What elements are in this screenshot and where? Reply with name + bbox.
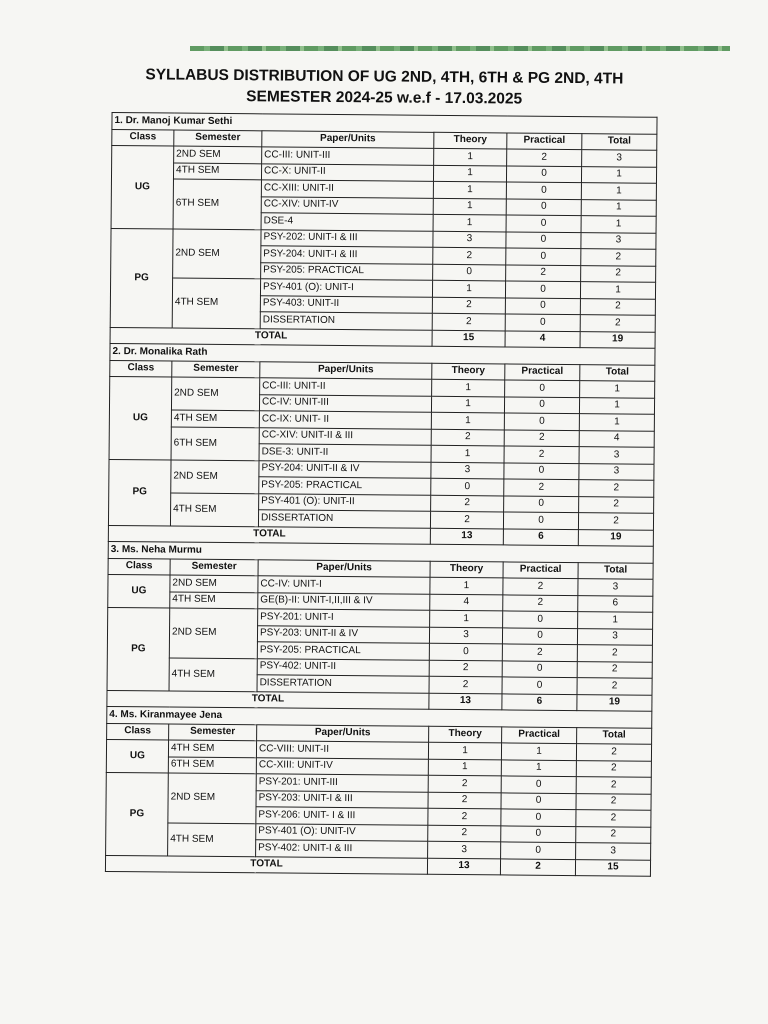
total-theory-value: 13	[430, 528, 503, 545]
practical-cell: 0	[501, 825, 576, 842]
semester-cell: 2ND SEM	[168, 773, 256, 823]
total-cell: 2	[581, 249, 656, 266]
theory-cell: 0	[433, 264, 506, 281]
theory-cell: 1	[433, 198, 506, 215]
semester-cell: 4TH SEM	[170, 493, 258, 527]
semester-cell: 2ND SEM	[169, 608, 257, 658]
theory-cell: 2	[428, 775, 501, 792]
column-header-practical: Practical	[503, 561, 578, 578]
paper-units-cell: PSY-203: UNIT-II & IV	[257, 625, 429, 643]
column-header-class: Class	[112, 129, 174, 146]
title-line-1: SYLLABUS DISTRIBUTION OF UG 2ND, 4TH, 6TH & PG 2ND, 4TH	[145, 66, 624, 88]
paper-units-cell: PSY-402: UNIT-I & III	[256, 840, 428, 858]
class-cell: PG	[108, 459, 171, 526]
total-cell: 2	[576, 810, 651, 827]
theory-cell: 1	[433, 214, 506, 231]
column-header-total: Total	[578, 562, 653, 579]
column-header-class: Class	[108, 558, 170, 575]
paper-units-cell: DISSERTATION	[260, 312, 432, 330]
total-theory-value: 15	[432, 330, 505, 347]
total-cell: 1	[581, 183, 656, 200]
column-header-class: Class	[107, 723, 169, 740]
practical-cell: 0	[504, 413, 579, 430]
semester-cell: 6TH SEM	[168, 757, 256, 774]
paper-units-cell: DISSERTATION	[257, 675, 429, 693]
practical-cell: 2	[504, 479, 579, 496]
total-label: TOTAL	[110, 327, 432, 346]
practical-cell: 0	[506, 215, 581, 232]
theory-cell: 2	[428, 825, 501, 842]
practical-cell: 0	[501, 776, 576, 793]
paper-units-cell: PSY-205: PRACTICAL	[257, 642, 429, 660]
class-cell: UG	[106, 739, 168, 773]
theory-cell: 3	[431, 462, 504, 479]
semester-cell: 6TH SEM	[173, 179, 261, 229]
total-label: TOTAL	[108, 525, 430, 544]
total-cell: 2	[581, 265, 656, 282]
theory-cell: 1	[432, 379, 505, 396]
practical-cell: 0	[506, 182, 581, 199]
total-theory-value: 13	[427, 858, 500, 875]
semester-cell: 2ND SEM	[171, 377, 259, 411]
total-cell: 1	[578, 612, 653, 629]
theory-cell: 1	[431, 412, 504, 429]
paper-units-cell: PSY-401 (O): UNIT-IV	[256, 823, 428, 841]
total-cell: 2	[579, 496, 654, 513]
practical-cell: 0	[501, 792, 576, 809]
practical-cell: 0	[504, 396, 579, 413]
paper-units-cell: PSY-202: UNIT-I & III	[261, 229, 433, 247]
document-title	[112, 64, 657, 111]
class-cell: PG	[107, 607, 170, 690]
practical-cell: 0	[506, 198, 581, 215]
theory-cell: 1	[430, 577, 503, 594]
column-header-semester: Semester	[170, 559, 258, 576]
practical-cell: 2	[506, 264, 581, 281]
paper-units-cell: PSY-204: UNIT-I & III	[261, 246, 433, 264]
paper-units-cell: GE(B)-II: UNIT-I,II,III & IV	[258, 592, 430, 610]
practical-cell: 0	[503, 512, 578, 529]
total-cell: 1	[581, 216, 656, 233]
practical-cell: 0	[502, 627, 577, 644]
total-cell: 3	[581, 232, 656, 249]
practical-cell: 2	[507, 149, 582, 166]
total-label: TOTAL	[105, 855, 427, 874]
theory-cell: 1	[428, 742, 501, 759]
paper-units-cell: CC-X: UNIT-II	[261, 163, 433, 181]
column-header-paper: Paper/Units	[258, 559, 430, 577]
total-practical-value: 4	[505, 330, 580, 347]
total-cell: 3	[577, 628, 652, 645]
semester-cell: 4TH SEM	[170, 592, 258, 609]
semester-cell: 2ND SEM	[171, 460, 259, 494]
paper-units-cell: PSY-206: UNIT- I & III	[256, 807, 428, 825]
practical-cell: 0	[505, 281, 580, 298]
practical-cell: 0	[502, 660, 577, 677]
theory-cell: 3	[433, 231, 506, 248]
column-header-semester: Semester	[169, 724, 257, 741]
total-cell: 1	[579, 414, 654, 431]
total-cell: 3	[582, 150, 657, 167]
total-cell: 1	[581, 166, 656, 183]
total-cell: 3	[579, 447, 654, 464]
practical-cell: 2	[504, 446, 579, 463]
paper-units-cell: PSY-401 (O): UNIT-I	[260, 279, 432, 297]
total-cell: 3	[579, 463, 654, 480]
theory-cell: 1	[430, 610, 503, 627]
class-cell: UG	[111, 146, 174, 229]
total-cell: 2	[580, 298, 655, 315]
total-grand-value: 15	[575, 859, 650, 876]
theory-cell: 2	[429, 660, 502, 677]
theory-cell: 1	[432, 280, 505, 297]
paper-units-cell: CC-XIV: UNIT-IV	[261, 196, 433, 214]
semester-cell: 4TH SEM	[168, 740, 256, 757]
practical-cell: 2	[503, 594, 578, 611]
column-header-practical: Practical	[502, 726, 577, 743]
paper-units-cell: CC-XIII: UNIT-IV	[256, 757, 428, 775]
total-cell: 2	[580, 315, 655, 332]
semester-cell: 2ND SEM	[174, 146, 262, 163]
semester-cell: 2ND SEM	[170, 575, 258, 592]
total-cell: 2	[579, 480, 654, 497]
practical-cell: 2	[502, 644, 577, 661]
class-cell: PG	[110, 228, 173, 328]
total-practical-value: 6	[503, 528, 578, 545]
paper-units-cell: CC-III: UNIT-III	[262, 147, 434, 165]
theory-cell: 3	[428, 841, 501, 858]
paper-units-cell: CC-IX: UNIT- II	[259, 411, 431, 429]
semester-cell: 4TH SEM	[173, 163, 261, 180]
teacher-name: 2. Dr. Monalika Rath	[110, 343, 655, 364]
theory-cell: 2	[428, 792, 501, 809]
total-theory-value: 13	[429, 693, 502, 710]
theory-cell: 1	[433, 181, 506, 198]
column-header-semester: Semester	[174, 130, 262, 147]
total-cell: 3	[576, 843, 651, 860]
practical-cell: 0	[501, 842, 576, 859]
practical-cell: 2	[504, 429, 579, 446]
paper-units-cell: PSY-201: UNIT-I	[258, 609, 430, 627]
total-cell: 2	[577, 678, 652, 695]
theory-cell: 1	[428, 759, 501, 776]
total-grand-value: 19	[580, 331, 655, 348]
syllabus-table	[105, 112, 658, 877]
teacher-name: 4. Ms. Kiranmayee Jena	[107, 706, 652, 727]
paper-units-cell: CC-IV: UNIT-I	[258, 576, 430, 594]
theory-cell: 0	[431, 478, 504, 495]
paper-units-cell: CC-VIII: UNIT-II	[256, 741, 428, 759]
total-cell: 1	[580, 381, 655, 398]
practical-cell: 0	[502, 677, 577, 694]
total-cell: 3	[578, 579, 653, 596]
title-line-2: SEMESTER 2024-25 w.e.f - 17.03.2025	[246, 88, 523, 108]
class-cell: UG	[108, 574, 170, 608]
practical-cell: 1	[501, 759, 576, 776]
total-cell: 1	[580, 282, 655, 299]
total-cell: 2	[577, 661, 652, 678]
theory-cell: 2	[431, 495, 504, 512]
total-cell: 2	[576, 777, 651, 794]
total-label: TOTAL	[107, 690, 429, 709]
practical-cell: 0	[501, 809, 576, 826]
class-cell: UG	[109, 376, 172, 459]
total-grand-value: 19	[578, 529, 653, 546]
column-header-practical: Practical	[505, 363, 580, 380]
theory-cell: 1	[431, 445, 504, 462]
total-practical-value: 2	[500, 858, 575, 875]
total-cell: 4	[579, 430, 654, 447]
paper-units-cell: PSY-203: UNIT-I & III	[256, 790, 428, 808]
column-header-paper: Paper/Units	[262, 130, 434, 148]
class-cell: PG	[106, 772, 169, 855]
total-row	[105, 855, 650, 876]
column-header-paper: Paper/Units	[260, 361, 432, 379]
semester-cell: 4TH SEM	[168, 823, 256, 857]
practical-cell: 0	[505, 380, 580, 397]
total-cell: 2	[576, 793, 651, 810]
practical-cell: 1	[501, 743, 576, 760]
column-header-total: Total	[582, 133, 657, 150]
scan-edge-strip	[190, 46, 730, 51]
column-header-total: Total	[577, 727, 652, 744]
syllabus-document	[105, 62, 657, 877]
paper-units-cell: DSE-4	[261, 213, 433, 231]
theory-cell: 2	[429, 676, 502, 693]
semester-cell: 4TH SEM	[171, 410, 259, 427]
semester-cell: 2ND SEM	[173, 229, 261, 279]
practical-cell: 0	[506, 231, 581, 248]
column-header-practical: Practical	[507, 132, 582, 149]
total-grand-value: 19	[577, 694, 652, 711]
total-cell: 2	[576, 744, 651, 761]
teacher-name: 3. Ms. Neha Murmu	[108, 541, 653, 562]
paper-units-cell: CC-XIII: UNIT-II	[261, 180, 433, 198]
column-header-class: Class	[110, 360, 172, 377]
practical-cell: 0	[505, 314, 580, 331]
semester-cell: 4TH SEM	[172, 278, 260, 328]
theory-cell: 2	[430, 511, 503, 528]
paper-units-cell: CC-IV: UNIT-III	[259, 394, 431, 412]
practical-cell: 0	[506, 165, 581, 182]
practical-cell: 0	[504, 495, 579, 512]
semester-cell: 4TH SEM	[169, 658, 257, 692]
column-header-semester: Semester	[172, 361, 260, 378]
column-header-theory: Theory	[429, 726, 502, 743]
total-cell: 1	[579, 397, 654, 414]
theory-cell: 2	[428, 808, 501, 825]
total-practical-value: 6	[502, 693, 577, 710]
total-cell: 6	[578, 595, 653, 612]
column-header-total: Total	[580, 364, 655, 381]
column-header-theory: Theory	[430, 561, 503, 578]
paper-units-cell: PSY-401 (O): UNIT-II	[259, 493, 431, 511]
column-header-theory: Theory	[432, 363, 505, 380]
theory-cell: 0	[429, 643, 502, 660]
theory-cell: 2	[432, 297, 505, 314]
theory-cell: 1	[433, 165, 506, 182]
paper-units-cell: PSY-402: UNIT-II	[257, 658, 429, 676]
total-cell: 2	[577, 645, 652, 662]
practical-cell: 0	[504, 462, 579, 479]
paper-units-cell: DISSERTATION	[258, 510, 430, 528]
total-cell: 2	[576, 760, 651, 777]
theory-cell: 1	[434, 148, 507, 165]
practical-cell: 0	[503, 611, 578, 628]
paper-units-cell: PSY-403: UNIT-II	[260, 295, 432, 313]
paper-units-cell: PSY-205: PRACTICAL	[259, 477, 431, 495]
practical-cell: 0	[505, 297, 580, 314]
practical-cell: 2	[503, 578, 578, 595]
paper-units-cell: PSY-201: UNIT-III	[256, 774, 428, 792]
paper-units-cell: PSY-204: UNIT-II & IV	[259, 460, 431, 478]
theory-cell: 4	[430, 594, 503, 611]
semester-cell: 6TH SEM	[171, 427, 259, 461]
paper-units-cell: DSE-3: UNIT-II	[259, 444, 431, 462]
paper-units-cell: CC-III: UNIT-II	[260, 378, 432, 396]
theory-cell: 2	[432, 313, 505, 330]
total-cell: 2	[578, 513, 653, 530]
paper-units-cell: CC-XIV: UNIT-II & III	[259, 427, 431, 445]
teacher-name: 1. Dr. Manoj Kumar Sethi	[112, 113, 657, 134]
paper-units-cell: PSY-205: PRACTICAL	[261, 262, 433, 280]
theory-cell: 2	[433, 247, 506, 264]
theory-cell: 3	[429, 627, 502, 644]
total-cell: 1	[581, 199, 656, 216]
column-header-theory: Theory	[434, 132, 507, 149]
column-header-paper: Paper/Units	[257, 724, 429, 742]
theory-cell: 1	[431, 396, 504, 413]
theory-cell: 2	[431, 429, 504, 446]
total-cell: 2	[576, 826, 651, 843]
practical-cell: 0	[506, 248, 581, 265]
